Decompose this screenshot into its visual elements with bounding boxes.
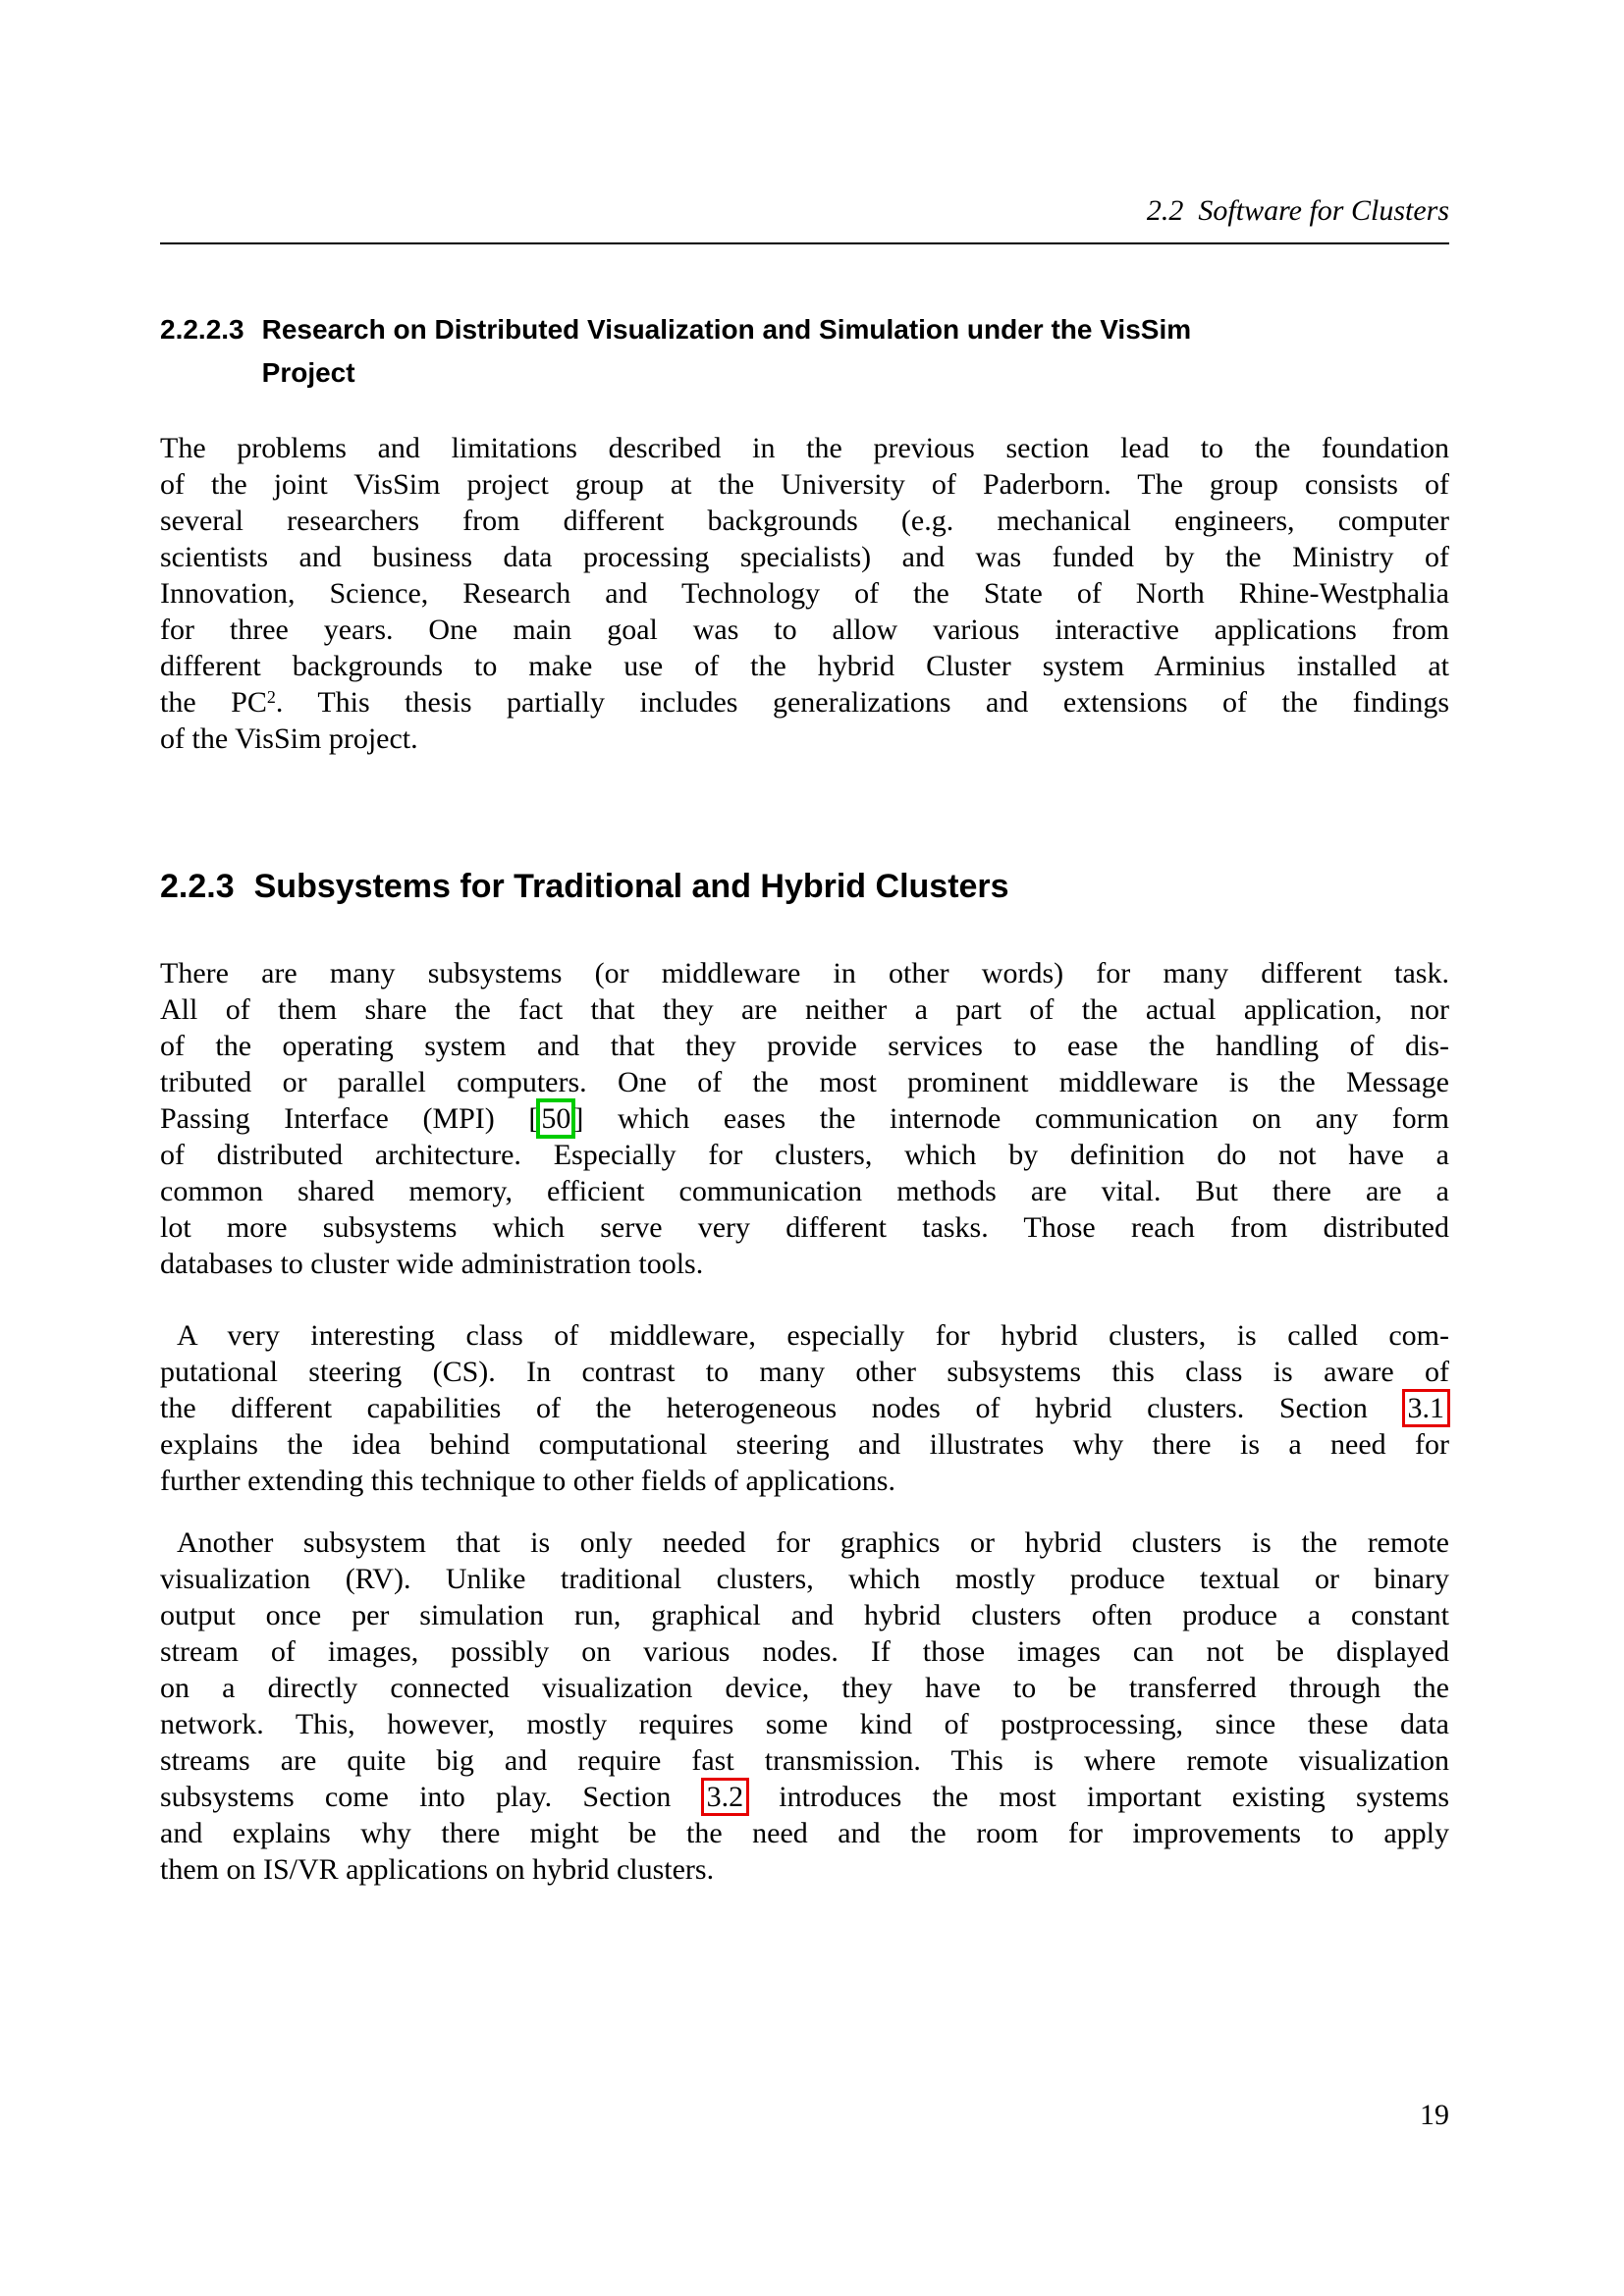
text-line: databases to cluster wide administration tools.	[160, 1248, 704, 1280]
text-line: lot more subsystems which serve very different tasks. Those reach from distributed	[160, 1211, 1449, 1244]
text-line: putational steering (CS). In contrast to many other subsystems this class is aware of	[160, 1356, 1449, 1388]
text-line: tributed or parallel computers. One of the most prominent middleware is the Message	[160, 1066, 1449, 1098]
text-line: All of them share the fact that they are neither a part of the actual application, nor	[160, 993, 1449, 1026]
subsubsection-title-line1: Research on Distributed Visualization and Simulation under the VisSim	[261, 314, 1192, 345]
text-line: Innovation, Science, Research and Technology of the State of North Rhine-Westphalia	[160, 577, 1449, 610]
text-line: of distributed architecture. Especially for clusters, which by definition do not have a	[160, 1139, 1449, 1171]
text-line: of the operating system and that they provide services to ease the handling of dis-	[160, 1030, 1449, 1062]
text-line: the $PC^2$. This thesis partially includes generalizations and extensions of the findings	[160, 686, 1449, 719]
text-line: scientists and business data processing specialists) and was funded by the Ministry of	[160, 541, 1449, 573]
subsubsection-number: 2.2.2.3	[160, 314, 244, 345]
subsection-number: 2.2.3	[160, 868, 235, 905]
header-rule	[160, 242, 1449, 244]
paragraph-computational-steering	[160, 1317, 1449, 1499]
subsection-title: Subsystems for Traditional and Hybrid Clusters	[253, 868, 1009, 905]
text-line: Another subsystem that is only needed for graphics or hybrid clusters is the remote	[177, 1526, 1449, 1559]
text-line: several researchers from different backgrounds (e.g. mechanical engineers, computer	[160, 505, 1449, 537]
paragraph-foundation	[160, 430, 1449, 757]
text-line: visualization (RV). Unlike traditional clusters, which mostly produce textual or binary	[160, 1563, 1449, 1595]
text-line: output once per simulation run, graphical and hybrid clusters often produce a constant	[160, 1599, 1449, 1631]
text-line: explains the idea behind computational steering and illustrates why there is a need for	[160, 1428, 1449, 1461]
running-header: 2.2 Software for Clusters	[1146, 194, 1449, 227]
text-line: of the joint VisSim project group at the University of Paderborn. The group consists of	[160, 468, 1449, 501]
subsubsection-title	[262, 308, 1192, 395]
text-line: The problems and limitations described in the previous section lead to the foundation	[160, 432, 1449, 464]
section-reference-link[interactable]: 3.2	[701, 1778, 750, 1816]
text-line: further extending this technique to other fields of applications.	[160, 1465, 895, 1497]
section-reference-link[interactable]: 3.1	[1402, 1389, 1451, 1427]
text-line: stream of images, possibly on various nodes. If those images can not be displayed	[160, 1635, 1449, 1668]
text-line: different backgrounds to make use of the hybrid Cluster system Arminius installed at	[160, 650, 1449, 682]
subsubsection-title-line2: Project	[261, 357, 355, 388]
text-line: them on IS/VR applications on hybrid clusters.	[160, 1853, 715, 1886]
text-line: for three years. One main goal was to allow various interactive applications from	[160, 614, 1449, 646]
text-line: common shared memory, efficient communication methods are vital. But there are a	[160, 1175, 1449, 1207]
paragraph-remote-visualization	[160, 1524, 1449, 1888]
footnote-superscript: 2	[266, 687, 276, 707]
page-number: 19	[1420, 2099, 1449, 2131]
text-line: streams are quite big and require fast transmission. This is where remote visualization	[160, 1744, 1449, 1777]
text-line: and explains why there might be the need and the room for improvements to apply	[160, 1817, 1449, 1849]
text-line: subsystems come into play. Section 3.2 introduces the most important existing systems	[160, 1779, 1449, 1815]
text-line: A very interesting class of middleware, especially for hybrid clusters, is called com-	[177, 1319, 1449, 1352]
text-line: network. This, however, mostly requires some kind of postprocessing, since these data	[160, 1708, 1449, 1740]
text-line: of the VisSim project.	[160, 722, 418, 755]
paragraph-subsystems	[160, 955, 1449, 1282]
subsection-heading	[160, 866, 1449, 907]
citation-link[interactable]: 50	[536, 1098, 575, 1139]
subsubsection-heading	[160, 308, 1449, 395]
text-line: on a directly connected visualization device, they have to be transferred through the	[160, 1672, 1449, 1704]
text-line: the different capabilities of the heterogeneous nodes of hybrid clusters. Section 3.1	[160, 1390, 1449, 1426]
text-line: There are many subsystems (or middleware in other words) for many different task.	[160, 957, 1449, 989]
text-line: Passing Interface (MPI) [ 50 ] which eases the internode communication on any form	[160, 1100, 1449, 1137]
